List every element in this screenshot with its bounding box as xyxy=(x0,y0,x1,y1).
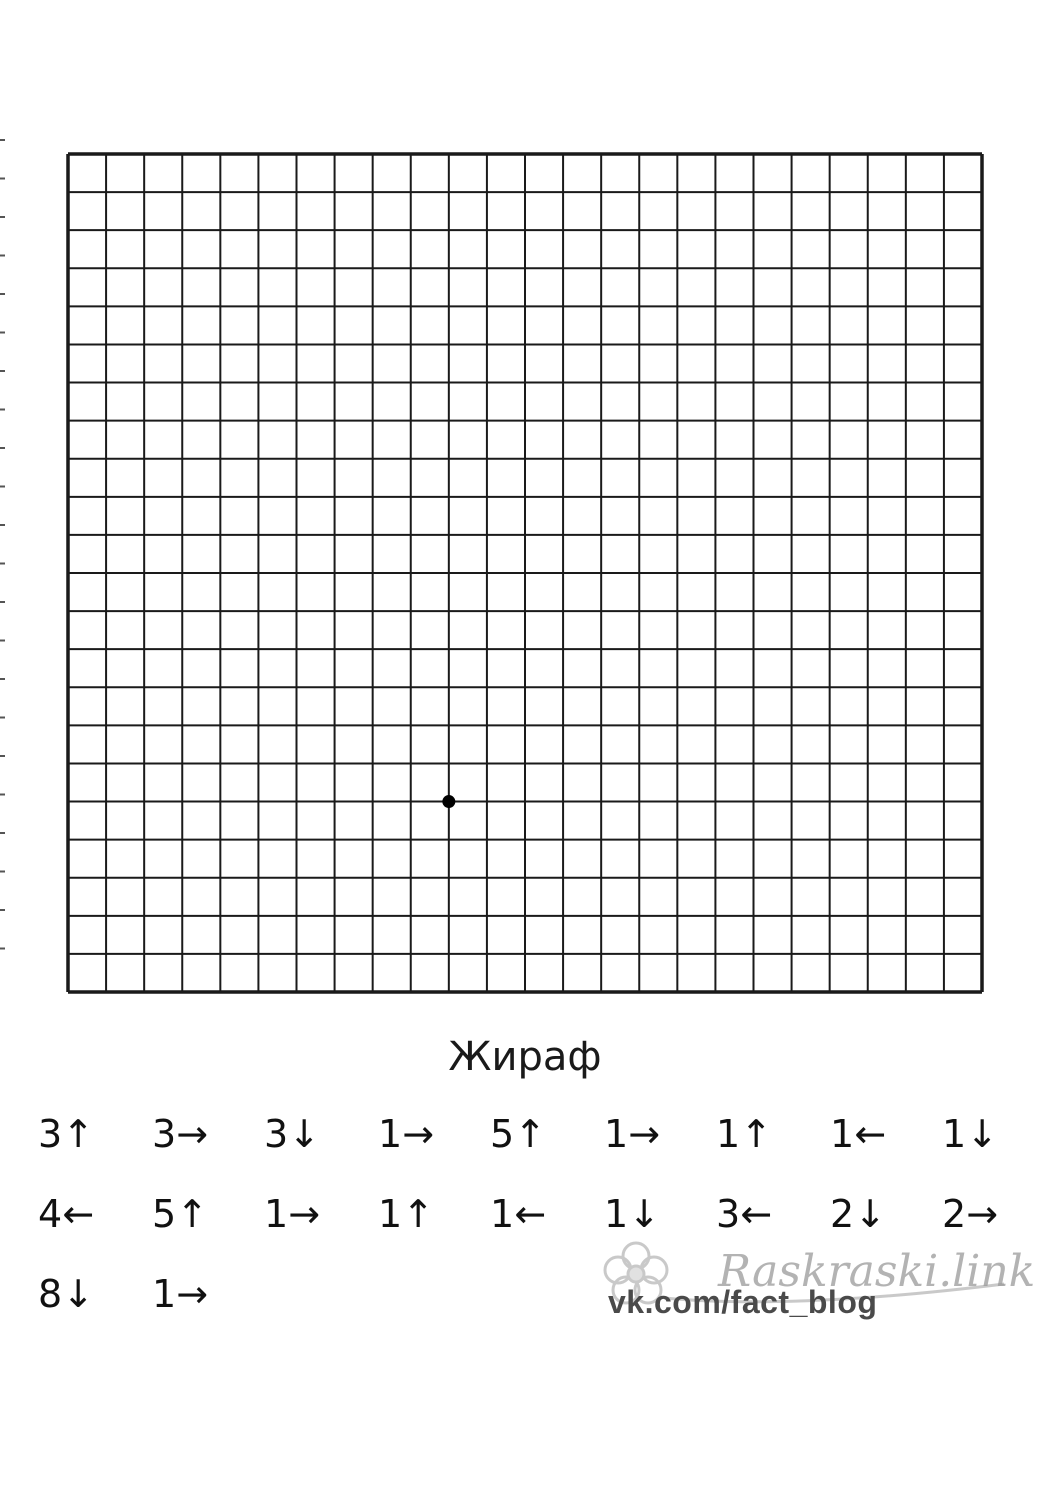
watermark-site-url: vk.com/fact_blog xyxy=(608,1284,878,1320)
step-count: 1 xyxy=(604,1192,629,1236)
step-direction-arrow: → xyxy=(176,1272,209,1316)
grid-lines xyxy=(66,152,984,994)
instruction-step xyxy=(264,1106,320,1162)
step-direction-arrow: → xyxy=(176,1112,209,1156)
step-direction-arrow: → xyxy=(402,1112,435,1156)
instruction-step xyxy=(942,1106,998,1162)
step-count: 1 xyxy=(264,1192,289,1236)
step-count: 1 xyxy=(830,1112,855,1156)
step-count: 3 xyxy=(264,1112,289,1156)
instruction-step xyxy=(38,1266,94,1322)
step-count: 1 xyxy=(378,1112,403,1156)
step-direction-arrow: ↓ xyxy=(628,1192,661,1236)
instruction-step xyxy=(716,1106,772,1162)
step-count: 1 xyxy=(378,1192,403,1236)
instruction-step xyxy=(152,1186,208,1242)
step-count: 4 xyxy=(38,1192,63,1236)
instruction-step xyxy=(604,1106,660,1162)
step-direction-arrow: ↑ xyxy=(740,1112,773,1156)
instruction-step xyxy=(152,1266,208,1322)
instruction-step xyxy=(38,1106,94,1162)
step-count: 1 xyxy=(604,1112,629,1156)
step-count: 1 xyxy=(152,1272,177,1316)
step-count: 1 xyxy=(942,1112,967,1156)
instruction-row xyxy=(0,1106,1050,1166)
step-count: 2 xyxy=(942,1192,967,1236)
step-direction-arrow: ↑ xyxy=(514,1112,547,1156)
step-count: 1 xyxy=(716,1112,741,1156)
instruction-step xyxy=(378,1186,434,1242)
step-count: 5 xyxy=(490,1112,515,1156)
step-count: 8 xyxy=(38,1272,63,1316)
step-direction-arrow: ← xyxy=(854,1112,887,1156)
step-direction-arrow: ↑ xyxy=(402,1192,435,1236)
step-direction-arrow: ↓ xyxy=(854,1192,887,1236)
start-point-dot xyxy=(442,795,455,808)
step-direction-arrow: → xyxy=(288,1192,321,1236)
step-count: 3 xyxy=(38,1112,63,1156)
instruction-step xyxy=(830,1106,886,1162)
puzzle-title: Жираф xyxy=(448,1034,602,1080)
step-direction-arrow: ← xyxy=(740,1192,773,1236)
step-count: 1 xyxy=(490,1192,515,1236)
margin-tick-marks xyxy=(0,0,12,1485)
instruction-step xyxy=(38,1186,94,1242)
instruction-step xyxy=(152,1106,208,1162)
drawing-grid[interactable] xyxy=(66,152,984,994)
instruction-step xyxy=(490,1186,546,1242)
step-direction-arrow: ↓ xyxy=(288,1112,321,1156)
step-direction-arrow: ↑ xyxy=(62,1112,95,1156)
instruction-step xyxy=(264,1186,320,1242)
step-direction-arrow: ← xyxy=(62,1192,95,1236)
step-direction-arrow: ← xyxy=(514,1192,547,1236)
step-direction-arrow: ↓ xyxy=(62,1272,95,1316)
step-count: 3 xyxy=(152,1112,177,1156)
step-direction-arrow: → xyxy=(966,1192,999,1236)
instruction-step xyxy=(378,1106,434,1162)
step-direction-arrow: ↑ xyxy=(176,1192,209,1236)
step-count: 2 xyxy=(830,1192,855,1236)
watermark-logo-text: Raskraski.link xyxy=(718,1246,1036,1297)
instruction-step xyxy=(490,1106,546,1162)
step-direction-arrow: ↓ xyxy=(966,1112,999,1156)
step-count: 3 xyxy=(716,1192,741,1236)
step-count: 5 xyxy=(152,1192,177,1236)
step-direction-arrow: → xyxy=(628,1112,661,1156)
